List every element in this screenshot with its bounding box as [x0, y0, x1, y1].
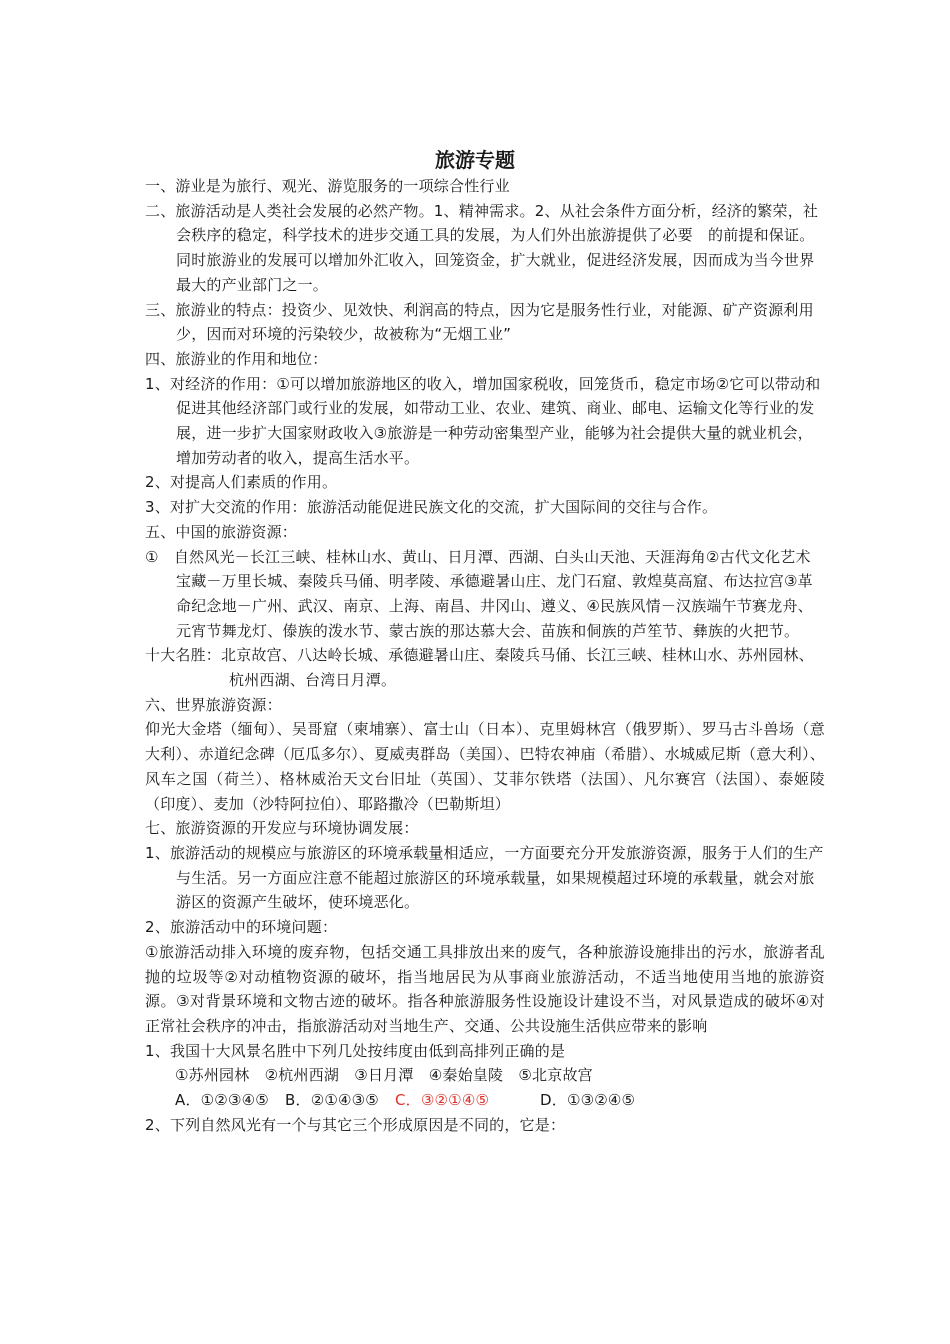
option-d: D．①③②④⑤: [540, 1091, 636, 1110]
section-4-item-3: 3、对扩大交流的作用：旅游活动能促进民族文化的交流，扩大国际间的交往与合作。: [145, 498, 718, 517]
section-7-item-1: 1、旅游活动的规模应与旅游区的环境承载量相适应，一方面要充分开发旅游资源，服务于人们的生产与生活。另一方面应注意不能超过旅游区的环境承载量，如果规模超过环境的承载量，就会对旅游区的资源产生破坏，使环境恶化。: [145, 843, 824, 912]
option-c-correct: C．③②①④⑤: [395, 1091, 490, 1110]
section-3: 三、旅游业的特点：投资少、见效快、利润高的特点，因为它是服务性行业，对能源、矿产资源利用少，因而对环境的污染较少，故被称为“无烟工业”: [145, 300, 814, 344]
section-5-resources: ① 自然风光－长江三峡、桂林山水、黄山、日月潭、西湖、白头山天池、天涯海角②古代文化艺术宝藏－万里长城、秦陵兵马俑、明孝陵、承德避暑山庄、龙门石窟、敦煌莫高窟、布达拉宫③革命纪念地－广州、武汉、南京、上海、南昌、井冈山、遵义、④民族风情－汉族端午节赛龙舟、元宵节舞龙灯、傣族的泼水节、蒙古族的那达慕大会、苗族和侗族的芦笙节、彝族的火把节。: [145, 547, 813, 640]
section-4-item-1: 1、对经济的作用：①可以增加旅游地区的收入，增加国家税收，回笼货币，稳定市场②它可以带动和促进其他经济部门或行业的发展，如带动工业、农业、建筑、商业、邮电、运输文化等行业的发展，进一步扩大国家财政收入③旅游是一种劳动密集型产业，能够为社会提供大量的就业机会，增加劳动者的收入，提高生活水平。: [145, 374, 821, 467]
question-1-stem: 1、我国十大风景名胜中下列几处按纬度由低到高排列正确的是: [145, 1041, 566, 1060]
section-4-heading: 四、旅游业的作用和地位：: [145, 349, 328, 368]
section-7-problems: ①旅游活动排入环境的废弃物，包括交通工具排放出来的废气，各种旅游设施排出的污水，旅游者乱抛的垃圾等②对动植物资源的破坏，指当地居民为从事商业旅游活动，不适当地使用当地的旅游资源。③对背景环境和文物古迹的破坏。指各种旅游服务性设施设计建设不当，对风景造成的破坏④对正常社会秩序的冲击，指旅游活动对当地生产、交通、公共设施生活供应带来的影响: [145, 942, 825, 1035]
section-6-heading: 六、世界旅游资源：: [145, 695, 282, 714]
option-a: A．①②③④⑤: [175, 1091, 269, 1110]
option-b: B．②①④③⑤: [285, 1091, 379, 1110]
section-1: 一、游业是为旅行、观光、游览服务的一项综合性行业: [145, 177, 510, 195]
section-7-heading: 七、旅游资源的开发应与环境协调发展：: [145, 819, 419, 838]
question-1-items: ①苏州园林 ②杭州西湖 ③日月潭 ④秦始皇陵 ⑤北京故宫: [175, 1066, 593, 1085]
section-2: 二、旅游活动是人类社会发展的必然产物。1、精神需求。2、从社会条件方面分析，经济的繁荣，社会秩序的稳定，科学技术的进步交通工具的发展，为人们外出旅游提供了必要 的前提和保证。同时旅游业的发展可以增加外汇收入，回笼资金，扩大就业，促进经济发展，因而成为当今世界最大的产业部门之一。: [145, 201, 819, 294]
section-6-list: 仰光大金塔（缅甸）、吴哥窟（柬埔寨）、富士山（日本）、克里姆林宫（俄罗斯）、罗马古斗兽场（意大利）、赤道纪念碑（厄瓜多尔）、夏威夷群岛（美国）、巴特农神庙（希腊）、水城威尼斯（意大利）、风车之国（荷兰）、格林威治天文台旧址（英国）、艾菲尔铁塔（法国）、凡尔赛宫（法国）、泰姬陵（印度）、麦加（沙特阿拉伯）、耶路撒冷（巴勒斯坦）: [145, 720, 825, 813]
question-1-options: [145, 1088, 825, 1113]
section-7-item-2: 2、旅游活动中的环境问题：: [145, 918, 338, 937]
question-2-stem: 2、下列自然风光有一个与其它三个形成原因是不同的，它是：: [145, 1115, 566, 1134]
section-4-item-2: 2、对提高人们素质的作用。: [145, 473, 338, 492]
document-body: [145, 174, 825, 1137]
page-title: 旅游专题: [435, 148, 515, 172]
section-5-top-ten: 十大名胜：北京故宫、八达岭长城、承德避暑山庄、秦陵兵马俑、长江三峡、桂林山水、苏州园林、杭州西湖、台湾日月潭。: [145, 646, 814, 690]
section-5-heading: 五、中国的旅游资源：: [145, 522, 298, 541]
